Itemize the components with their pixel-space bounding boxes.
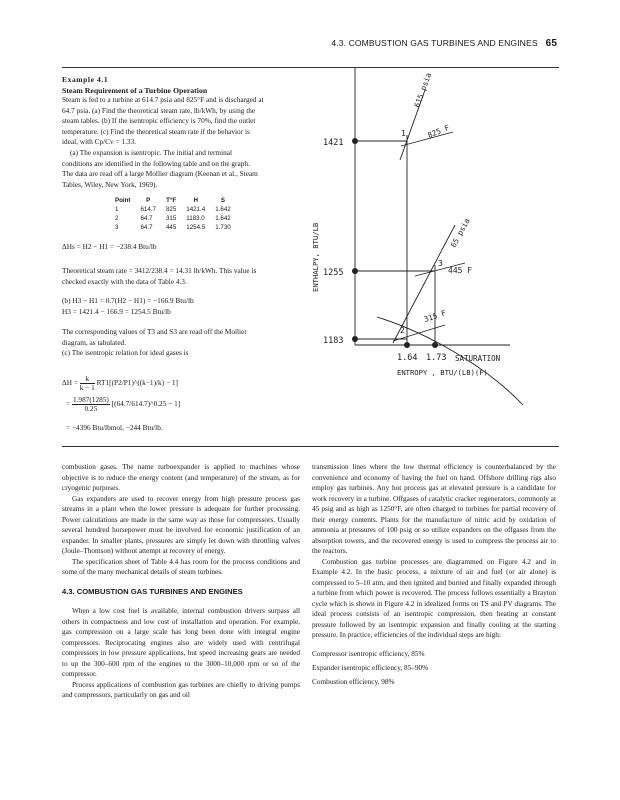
table-cell: 1 [115,206,119,213]
steam-rate-line: checked exactly with the data of Table 4.3. [62,276,187,286]
intro-line: Tables, Wiley, New York, 1969). [62,179,158,189]
paragraph: The specification sheet of Table 4.4 has room for the process conditions and some of the many mechanical details of steam turbines. [62,557,300,576]
intro-line: The data are read off a large Mollier diagram (Keenan et al., Steam [62,169,258,179]
table-header: T°F [166,197,177,204]
table-cell: 825 [165,206,177,213]
temp-label-315: 315 F [422,308,448,324]
x-axis-label: ENTROPY , BTU/(LB)(F) [397,368,488,377]
table-cell: 1421.4 [186,206,206,213]
table-cell: 1.642 [215,215,231,222]
x-tick-dot [404,342,410,348]
paragraph: combustion gases. The name turboexpander is applied to machines whose objective is to reduce the energy content (and temperature) of the stream, as for cryogenic purposes. [62,463,300,492]
table-cell: 64.7 [140,224,153,231]
right-column [312,462,556,689]
table-header: S [220,197,226,204]
eq2-denominator: 0.25 [84,404,98,413]
y-tick-label: 1255 [323,268,344,278]
table-cell: 315 [165,215,177,222]
eq1-numerator: k [80,375,95,384]
paragraph: Gas expanders are used to recover energy from high pressure process gas streams in a plant when the lower pressure is adequate for further processing. Power calculations are made in the same way as those for compressors. Usually several hundred horsepower must be involved for economic justification of an expander. In smaller plants, pressures are simply let down with throttling valves (Joule–Thomson) without attempt at recovery of energy. [62,494,300,555]
example-label: Example 4.1 [62,75,109,84]
corresponding-line: diagram, as tabulated. [62,337,127,347]
table-cell: 1183.0 [186,215,205,222]
y-axis-label: ENTHALPY, BTU/LB [311,222,320,292]
steam-rate-line: Theoretical steam rate = 3412/238.4 = 14.31 lb/kWh. This value is [62,266,257,275]
intro-line: ideal, with Cp/Cv = 1.33. [62,137,137,147]
y-tick-dot [352,268,358,274]
result-equation: = −4396 Btu/lbmol, −244 Btu/lb. [66,423,163,432]
table-cell: 1.730 [215,224,231,231]
eq2-rest: [(64.7/614.7)^0.25 − 1] [111,399,181,409]
eq2-fraction [72,396,110,413]
list-item: Combustion efficiency, 98% [312,677,395,686]
steam-table [110,196,236,232]
table-row [110,214,236,223]
x-tick-label: 1.73 [426,353,447,363]
list-item: Expander isentropic efficiency, 85–90% [312,663,429,672]
x-tick-label: 1.64 [397,353,418,363]
eq2-numerator: 1.987(1285) [72,395,109,404]
y-tick-dot [352,336,358,342]
table-header: Point [115,197,131,204]
table-row [110,205,236,214]
table-cell: 1.642 [215,206,231,213]
page-number: 65 [545,38,557,49]
mollier-diagram [305,60,565,445]
isobar-label-65: 65 psia [448,216,472,249]
saturation-label: SATURATION [455,354,501,363]
running-title: 4.3. COMBUSTION GAS TURBINES AND ENGINES [331,38,538,48]
example-title: Steam Requirement of a Turbine Operation [62,86,208,95]
point-label-1: 1 [401,129,406,138]
paragraph: transmission lines where the low thermal efficiency is counterbalanced by the convenience and economy of having the fuel on hand. Offshore drilling rigs also employ gas turbines. Any hot process gas at elevated pressure is a candidate for work recovery in a turbine. Offgases of catalytic cracker regenerators, commonly at 45 psig and as high as 1250°F, are often charged to turbines for partial recovery of their energy contents. Plants for the manufacture of nitric acid by oxidation of ammonia at pressures of 100 psig or so utilize expanders on the offgases from the absorption towers, and the recovered energy is used to compress the process air to the reactors. [312,463,556,555]
eq1-lhs: ΔH = [62,378,78,388]
table-cell: 445 [165,224,177,231]
example-intro [62,95,310,190]
table-cell: 614.7 [140,206,156,213]
part-b-line: (b) H3 − H1 = 0.7(H2 − H1) = −166.9 Btu/lb [62,296,194,305]
corresponding-text [62,327,247,359]
x-tick-dot [432,342,438,348]
paragraph: Process applications of combustion gas turbines are chiefly to driving pumps and compressors, particularly on gas and oil [62,680,300,699]
running-header [0,38,557,49]
isobar-label-615: 615 psia [412,71,434,109]
delta-h-equation: ΔHs = H2 − H1 = −238.4 Btu/lb [62,242,157,251]
point-label-3: 3 [438,259,443,268]
temp-label-445: 445 F [448,266,473,275]
eq1-rhs: RT1[(P2/P1)^((k−1)/k) − 1] [96,378,178,388]
eq2-prefix: = [66,399,71,409]
y-tick-label: 1421 [323,138,344,148]
part-b [62,296,194,317]
intro-line: conditions are identified in the following table and on the graph. [62,158,250,168]
eq1-fraction [80,375,95,392]
y-tick-dot [352,138,358,144]
intro-line: temperature. (c) Find the theoretical steam rate if the behavior is [62,126,250,136]
intro-line: Steam is fed to a turbine at 614.7 psia and 825°F and is discharged at [62,95,264,104]
table-header-row [110,196,236,205]
corresponding-line: (c) The isentropic relation for ideal gases is [62,348,189,358]
table-row [110,223,236,232]
eq1-denominator: k − 1 [79,383,95,392]
steam-rate-text [62,266,310,287]
table-cell: 1254.5 [186,224,206,231]
paragraph: When a low cost fuel is available, internal combustion drivers surpass all others in compactness and low cost of installation and operation. For example, gas compression on a large scale has long been done with integral engine compressors. Reciprocating engines also are widely used with centrifugal compressors in low pressure applications, but speed increasing gears are needed to up the 300–600 rpm of the engines to the 3000–10,000 rpm or so of the compressor. [62,607,300,678]
table-cell: 64.7 [140,215,153,222]
isentropic-equation [62,375,178,392]
section-heading: 4.3. COMBUSTION GAS TURBINES AND ENGINES [62,586,243,596]
part-b-line: H3 = 1421.4 − 166.9 = 1254.5 Btu/lb [62,306,171,316]
table-cell: 2 [115,215,119,222]
substitution-equation [66,396,180,413]
table-cell: 3 [115,224,119,231]
temp-label-825: 825 F [426,123,451,140]
intro-line: steam tables. (b) If the isentropic efficiency is 70%, find the outlet [62,116,256,126]
table-header: H [193,197,198,204]
intro-line: 64.7 psia. (a) Find the theoretical steam rate, lb/kWh, by using the [62,105,256,115]
point-label-2: 2 [400,326,405,335]
intro-line: (a) The expansion is isentropic. The initial and terminal [70,147,233,157]
table-header: P [146,197,151,204]
y-tick-label: 1183 [323,336,344,346]
list-item: Compressor isentropic efficiency, 85% [312,649,425,658]
paragraph: Combustion gas turbine processes are diagrammed on Figure 4.2 and in Example 4.2. In the basic process, a mixture of air and fuel (or air alone) is compressed to 5–10 atm, and then ignited and burned and finally expanded through a turbine from which power is recovered. The process follows essentially a Brayton cycle which is shown in Figure 4.2 in idealized forms on TS and PV diagrams. The ideal process consists of an isentropic compression, then heating at constant pressure followed by an isentropic expansion and finally cooling at the starting pressure. In practice, efficiencies of the individual steps are high: [312,557,556,639]
efficiency-list [312,647,556,689]
left-column [62,462,300,701]
example-bottom-rule [62,446,559,447]
corresponding-line: The corresponding values of T3 and S3 are read off the Mollier [62,327,247,336]
